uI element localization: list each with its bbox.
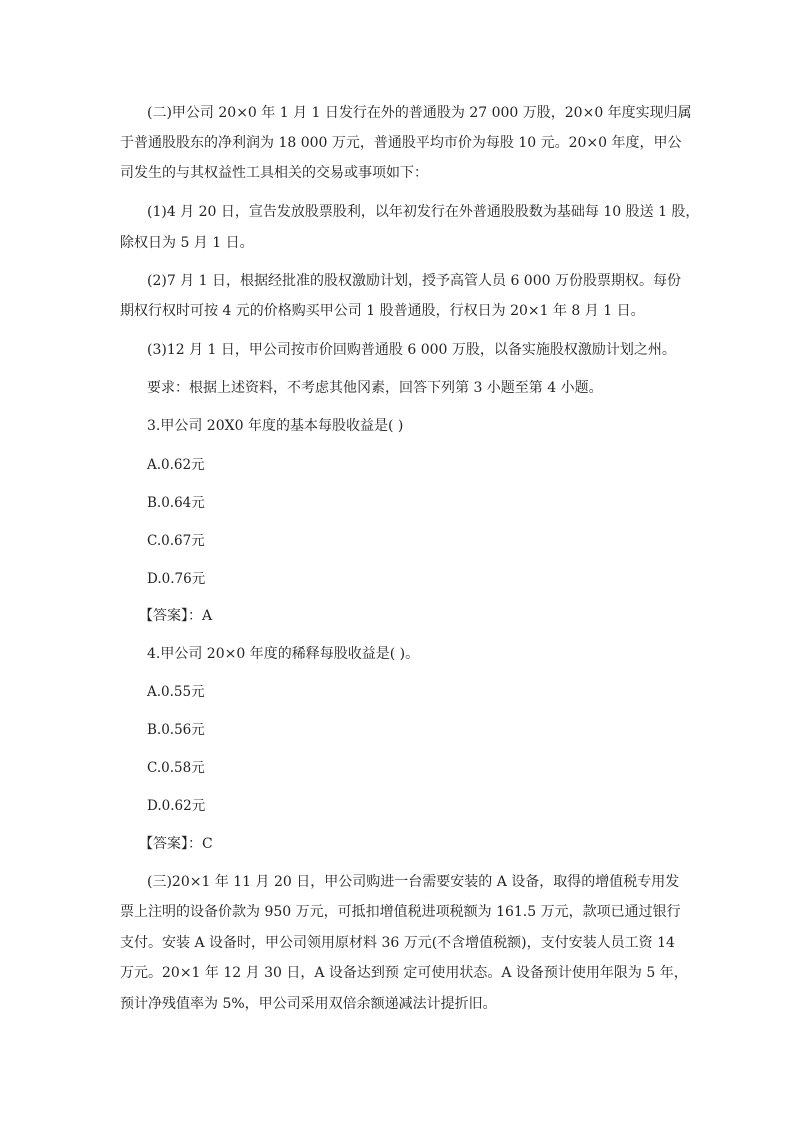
q4-option-b: B.0.56元: [147, 722, 205, 738]
q3-answer: 【答案】：A: [139, 608, 213, 624]
q4-option-d: D.0.62元: [147, 798, 206, 814]
section3-line-5: 预计净残值率为 5%，甲公司采用双倍余额递减法计提折旧。: [120, 996, 497, 1012]
q4-answer: 【答案】：C: [139, 836, 213, 852]
q4-option-c: C.0.58元: [147, 760, 205, 776]
item1-line-1: (1)4 月 20 日，宣告发放股票股利，以年初发行在外普通股股数为基础每 10 股送 1 股，: [147, 204, 700, 220]
section3-line-4: 万元。20×1 年 12 月 30 日，A 设备达到预 定可使用状态。A 设备预计使用年限为 5 年，: [120, 965, 688, 981]
section3-line-1: (三)20×1 年 11 月 20 日，甲公司购进一台需要安装的 A 设备，取得的增值税专用发: [147, 874, 680, 890]
section3-line-2: 票上注明的设备价款为 950 万元，可抵扣增值税进项税额为 161.5 万元，款项已通过银行: [120, 904, 681, 920]
q4-option-a: A.0.55元: [147, 684, 205, 700]
item3-line: (3)12 月 1 日，甲公司按市价回购普通股 6 000 万股，以备实施股权激励计划之州。: [147, 342, 676, 358]
q3-option-a: A.0.62元: [147, 457, 205, 473]
section3-line-3: 支付。安装 A 设备时，甲公司领用原材料 36 万元(不含增值税额)，支付安装人员工资 14: [120, 935, 675, 951]
section2-intro-line-2: 于普通股股东的净利润为 18 000 万元，普通股平均市价为每股 10 元。20×0 年度，甲公: [120, 135, 682, 151]
item2-line-1: (2)7 月 1 日，根据经批准的股权激励计划，授予高管人员 6 000 万份股票期权。每份: [147, 273, 681, 289]
q4-question: 4.甲公司 20×0 年度的稀释每股收益是( )。: [147, 646, 420, 662]
item2-line-2: 期权行权时可按 4 元的价格购买甲公司 1 股普通股，行权日为 20×1 年 8 月 1 日。: [120, 303, 645, 319]
q3-option-b: B.0.64元: [147, 495, 205, 511]
section2-intro-line-1: (二)甲公司 20×0 年 1 月 1 日发行在外的普通股为 27 000 万股，20×0 年度实现归属: [147, 105, 692, 121]
item1-line-2: 除权日为 5 月 1 日。: [120, 235, 254, 251]
q3-question: 3.甲公司 20X0 年度的基本每股收益是( ): [147, 418, 404, 434]
section2-intro-line-3: 司发生的与其权益性工具相关的交易或事项如下：: [120, 165, 428, 181]
q3-option-c: C.0.67元: [147, 533, 205, 549]
q3-option-d: D.0.76元: [147, 571, 206, 587]
requirement-line: 要求：根据上述资料，不考虑其他冈素，回答下列第 3 小题至第 4 小题。: [147, 380, 603, 396]
